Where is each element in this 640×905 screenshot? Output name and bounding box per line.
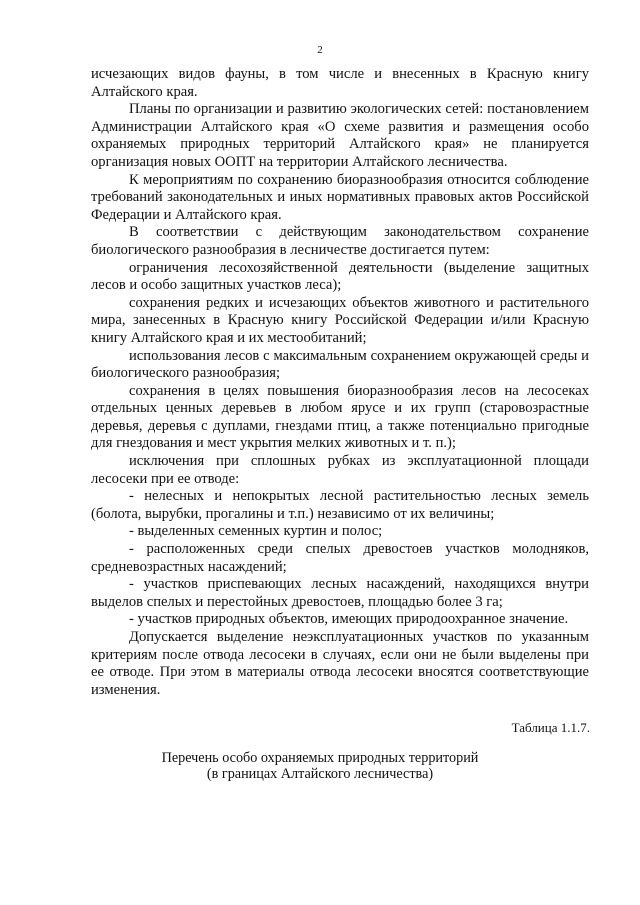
paragraph-2: Планы по организации и развитию экологических сетей: постановлением Администрации Алтайского края «О схеме развития и размещения особо охраняемых природных территорий Алтайского края» не планируется организация новых ООПТ на территории Алтайского лесничества. xyxy=(91,101,589,170)
list-item-5: - участков природных объектов, имеющих природоохранное значение. xyxy=(129,611,569,628)
paragraph-1: исчезающих видов фауны, в том числе и внесенных в Красную книгу Алтайского края. xyxy=(91,66,589,100)
table-title-line-2: (в границах Алтайского лесничества) xyxy=(206,766,434,782)
paragraph-10: Допускается выделение неэксплуатационных участков по указанным критериям после отвода лесосеки в случаях, если они не были выделены при ее отводе. При этом в материалы отвода лесосеки вносятся соответствующие изменения. xyxy=(91,629,589,698)
table-title-line-1: Перечень особо охраняемых природных территорий xyxy=(161,750,479,766)
paragraph-8: сохранения в целях повышения биоразнообразия лесов на лесосеках отдельных ценных деревьев в любом ярусе и их групп (старовозрастные деревья, деревья с дуплами, гнездами птиц, а также потенциально пригодные для гнездования и мест укрытия мелких животных и т. п.); xyxy=(91,382,589,452)
list-item-4: - участков приспевающих лесных насаждений, находящихся внутри выделов спелых и перестойных древостоев, площадью более 3 га; xyxy=(91,576,589,610)
list-item-3: - расположенных среди спелых древостоев участков молодняков, средневозрастных насаждений; xyxy=(91,541,589,575)
paragraph-5: ограничения лесохозяйственной деятельности (выделение защитных лесов и особо защитных участков леса); xyxy=(91,259,589,294)
table-title xyxy=(0,750,640,782)
paragraph-6: сохранения редких и исчезающих объектов животного и растительного мира, занесенных в Красную книгу Российской Федерации и/или Красную книгу Алтайского края и их местообитаний; xyxy=(91,294,589,346)
paragraph-9: исключения при сплошных рубках из эксплуатационной площади лесосеки при ее отводе: xyxy=(91,453,589,487)
list-item-2: - выделенных семенных куртин и полос; xyxy=(129,523,383,540)
list-item-1: - нелесных и непокрытых лесной растительностью лесных земель (болота, вырубки, прогалины и т.п.) независимо от их величины; xyxy=(91,488,589,522)
paragraph-3: К мероприятиям по сохранению биоразнообразия относится соблюдение требований законодательных и иных нормативных правовых актов Российской Федерации и Алтайского края. xyxy=(91,171,589,223)
paragraph-7: использования лесов с максимальным сохранением окружающей среды и биологического разнообразия; xyxy=(91,347,589,382)
page-number: 2 xyxy=(317,44,323,56)
paragraph-4: В соответствии с действующим законодательством сохранение биологического разнообразия в лесничестве достигается путем: xyxy=(91,224,589,258)
body-text xyxy=(91,66,589,699)
table-label: Таблица 1.1.7. xyxy=(511,720,590,735)
